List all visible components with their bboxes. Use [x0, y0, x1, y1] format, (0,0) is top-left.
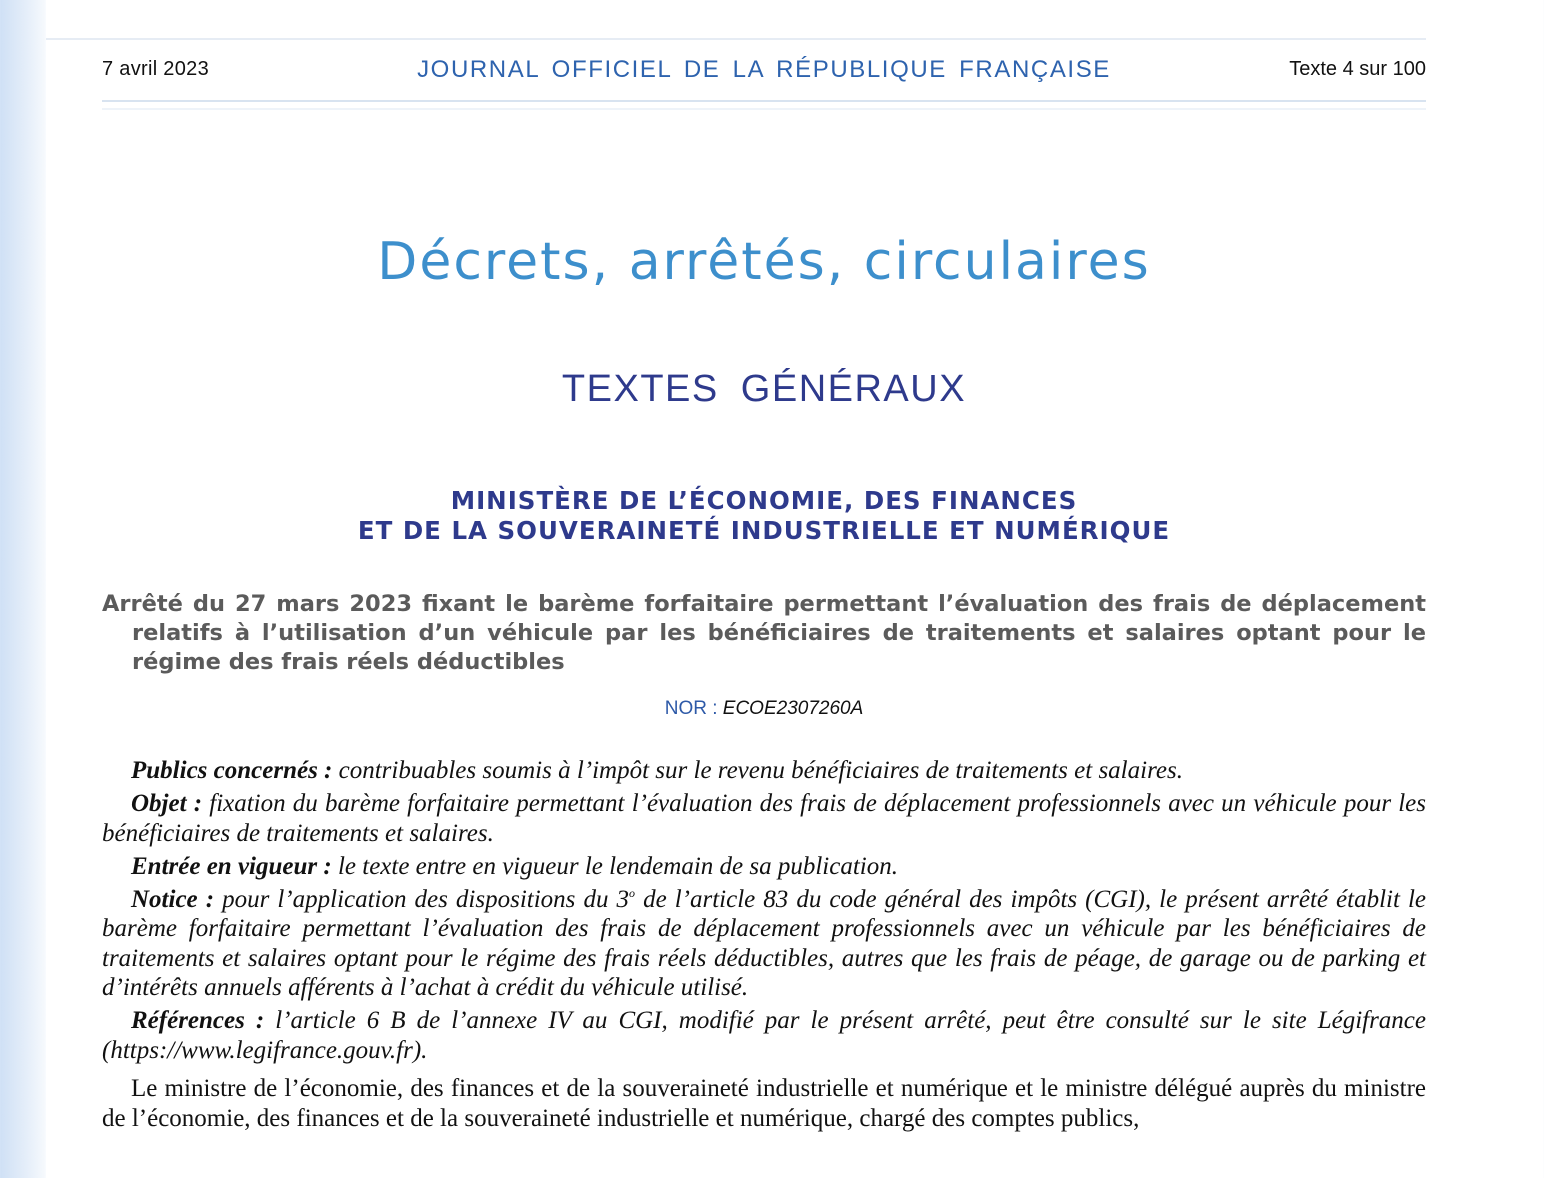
header-divider	[102, 100, 1426, 110]
nor-value: ECOE2307260A	[722, 698, 864, 719]
notice-publics	[102, 756, 1426, 786]
nor-reference	[102, 698, 1426, 720]
notice-block	[102, 756, 1426, 1069]
notice-notice	[102, 885, 1426, 1003]
arrete-title: Arrêté du 27 mars 2023 fixant le barème forfaitaire permettant l’évaluation des frais de déplacement relatifs à l’utilisation d’un véhicule par les bénéficiaires de traitements et salaires optant pour le régime des frais réels déductibles	[102, 591, 1426, 675]
notice-objet-label: Objet :	[131, 790, 203, 817]
notice-references-label: Références :	[131, 1007, 265, 1034]
notice-notice-label: Notice :	[131, 885, 215, 913]
intro-paragraph: Le ministre de l’économie, des finances et de la souveraineté industrielle et numérique et le ministre délégué auprès du ministre de l’économie, des finances et de la souveraineté industrielle et numérique, chargé des comptes publics,	[102, 1075, 1426, 1132]
notice-references-text: l’article 6 B de l’annexe IV au CGI, modifié par le présent arrêté, peut être consulté sur le site Légifrance (https://www.legifrance.gouv.fr).	[102, 1007, 1427, 1064]
notice-objet-text: fixation du barème forfaitaire permettant l’évaluation des frais de déplacement professionnels avec un véhicule pour les bénéficiaires de traitements et salaires.	[102, 790, 1427, 847]
notice-publics-text: contribuables soumis à l’impôt sur le revenu bénéficiaires de traitements et salaires.	[338, 757, 1183, 784]
page-top-edge	[46, 38, 1426, 40]
section-title: TEXTES GÉNÉRAUX	[561, 368, 967, 410]
notice-objet	[102, 789, 1426, 848]
notice-entree-label: Entrée en vigueur :	[131, 852, 332, 880]
nor-label: NOR :	[664, 698, 718, 719]
notice-notice-text-before: pour l’application des dispositions du 3	[222, 885, 630, 913]
notice-entree	[102, 852, 1426, 882]
notice-entree-text: le texte entre en vigueur le lendemain de sa publication.	[337, 852, 898, 880]
ministry-line-1: MINISTÈRE DE L’ÉCONOMIE, DES FINANCES	[450, 486, 1078, 515]
notice-notice-superscript: o	[629, 885, 636, 900]
ministry-heading	[102, 486, 1426, 546]
notice-notice-text-after: de l’article 83 du code général des impôts (CGI), le présent arrêté établit le barème forfaitaire permettant l’évaluation des frais de déplacement professionnels avec un véhicule par les bénéficiaires de traitements et salaires optant pour le régime des frais réels déductibles, autres que les frais de péage, de garage ou de parking et d’intérêts annuels afférents à l’achat à crédit du véhicule utilisé.	[102, 885, 1427, 1001]
header-journal-title: JOURNAL OFFICIEL DE LA RÉPUBLIQUE FRANÇAISE	[417, 56, 1111, 83]
main-title: Décrets, arrêtés, circulaires	[377, 232, 1151, 292]
header-date: 7 avril 2023	[102, 58, 209, 80]
page-header	[102, 56, 1426, 88]
notice-references	[102, 1006, 1426, 1065]
ministry-line-2: ET DE LA SOUVERAINETÉ INDUSTRIELLE ET NUMÉRIQUE	[357, 516, 1171, 545]
notice-publics-label: Publics concernés :	[131, 757, 333, 784]
header-text-number: Texte 4 sur 100	[1289, 58, 1426, 80]
